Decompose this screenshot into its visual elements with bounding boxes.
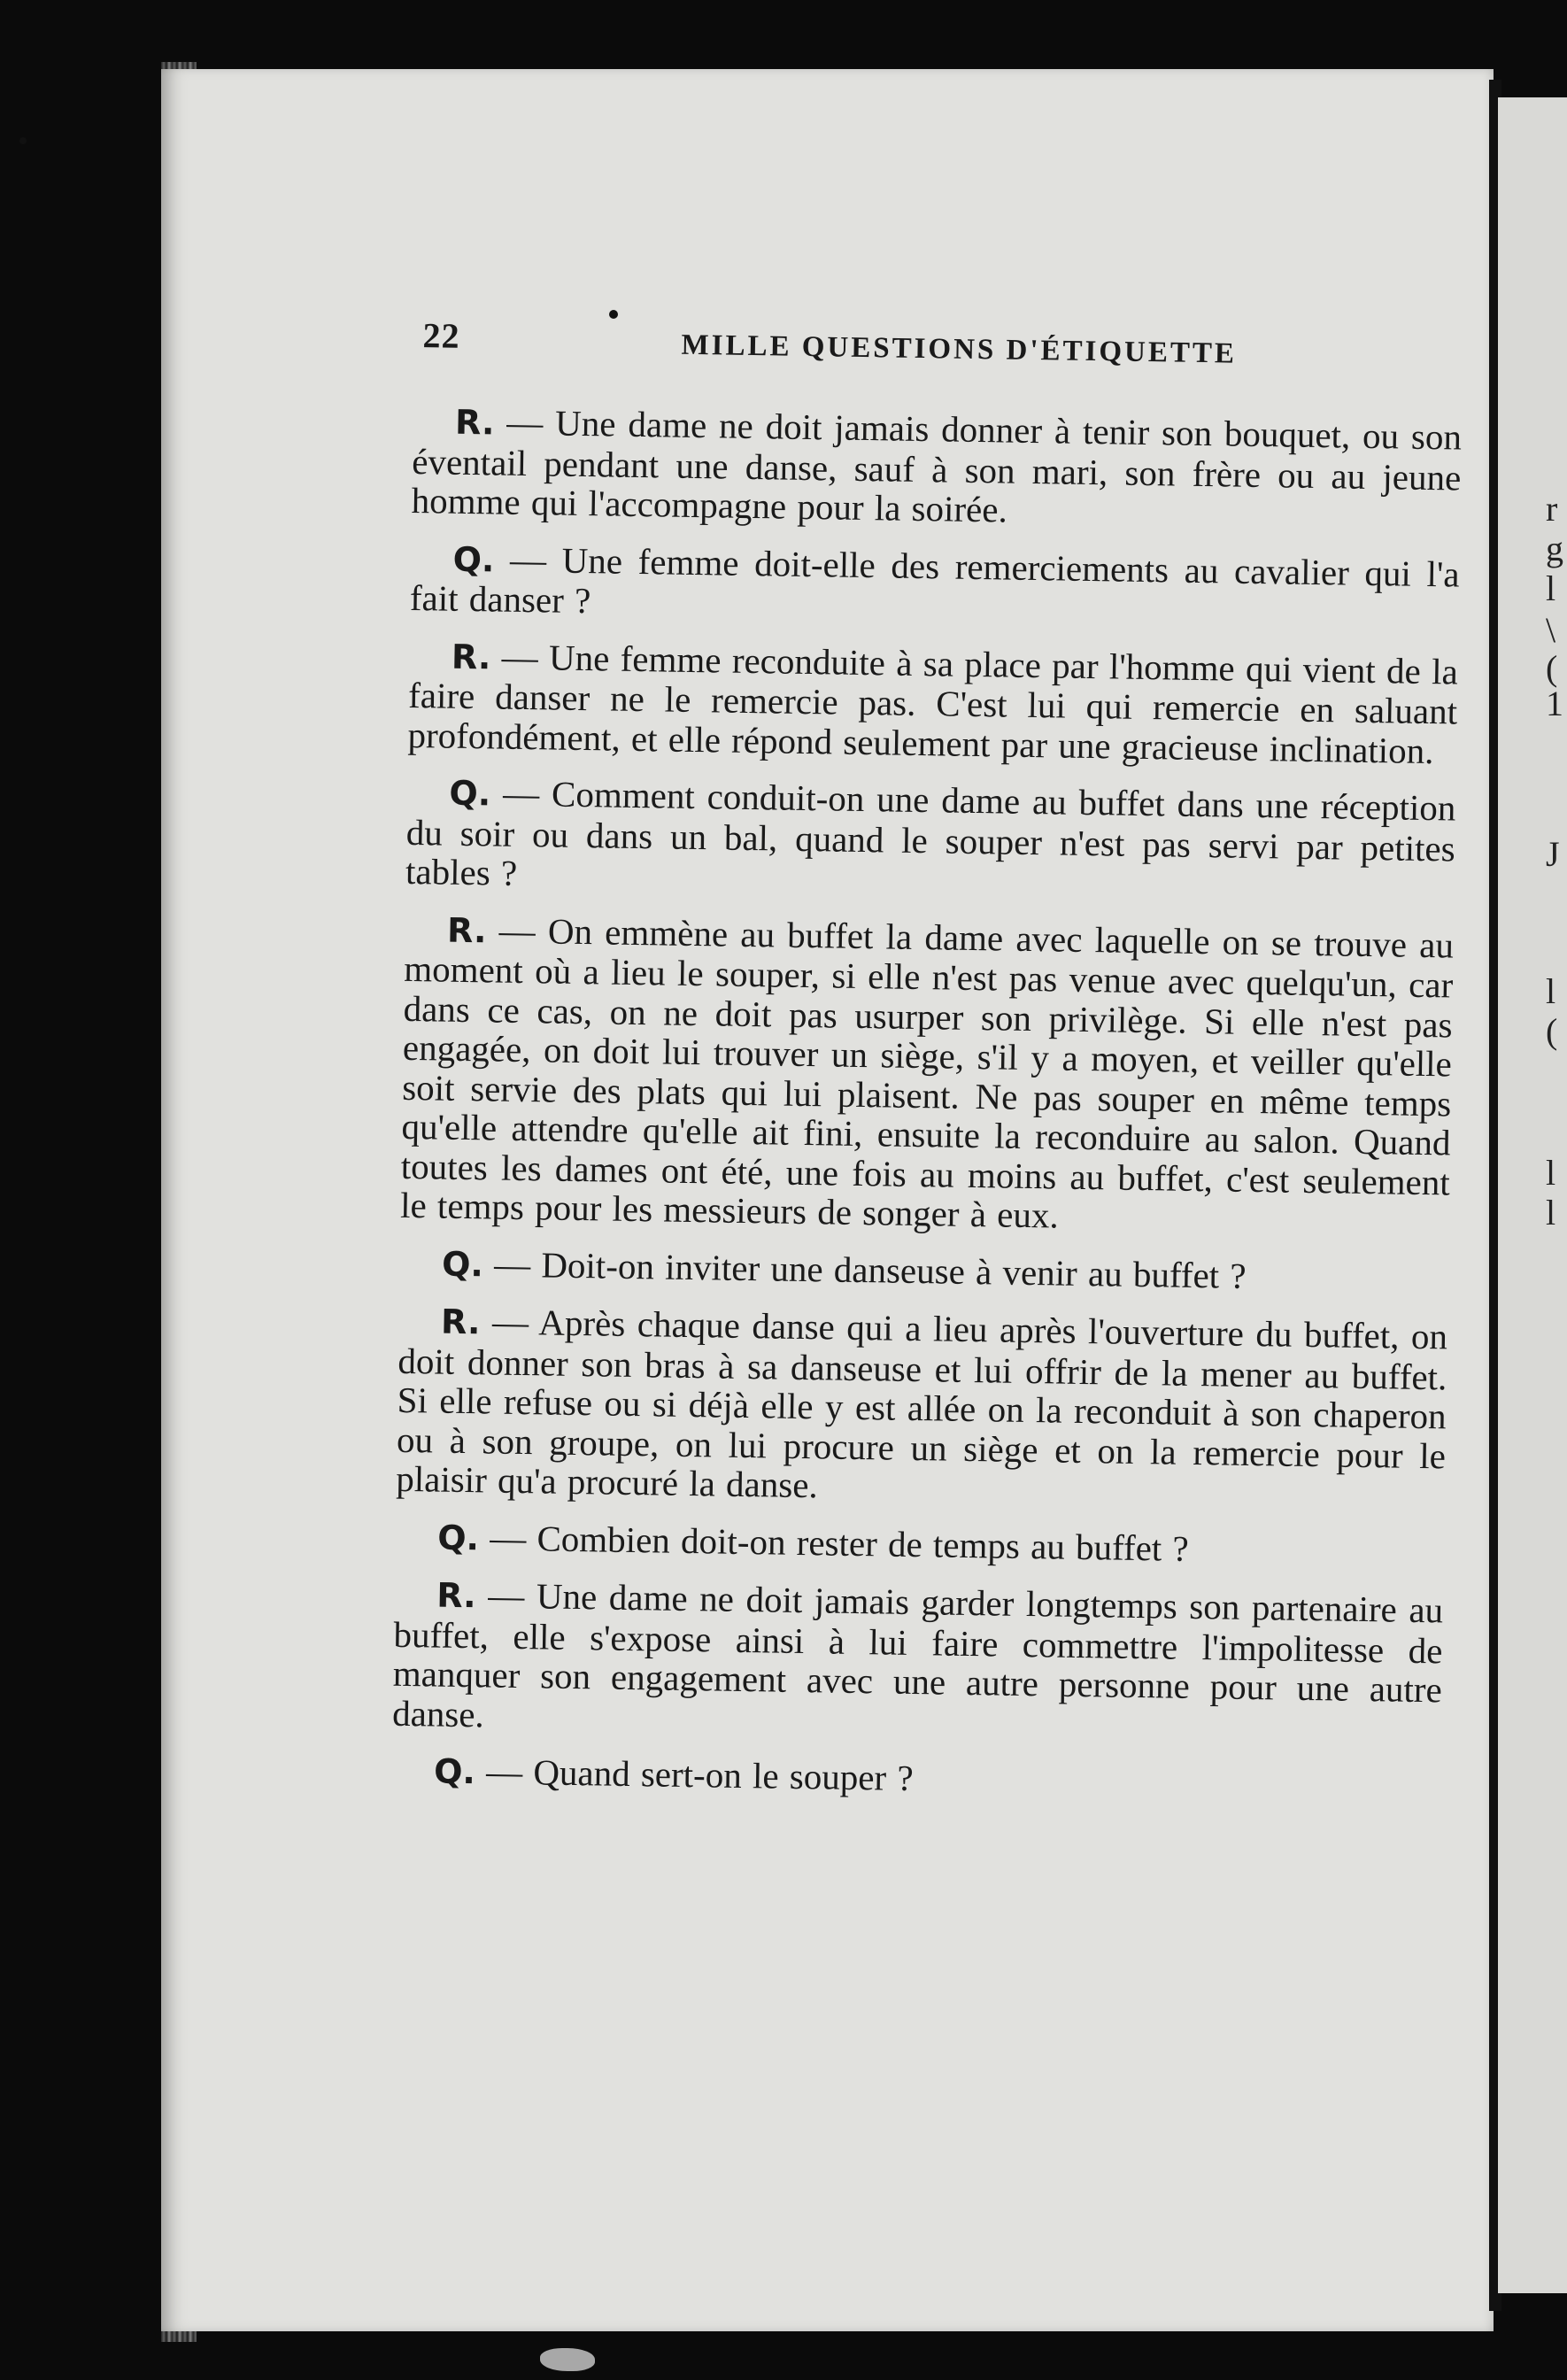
- page-number: 22: [422, 315, 460, 356]
- facing-page-letter: \: [1546, 610, 1556, 650]
- facing-page-letter: 1: [1546, 684, 1563, 723]
- paragraph-text: — Une femme doit-elle des remerciements au cavalier qui l'a fait danser ?: [409, 537, 1460, 622]
- scan-speck: [19, 137, 27, 144]
- facing-page-letter: J: [1546, 834, 1560, 874]
- paragraph-text: — Une dame ne doit jamais donner à tenir son bouquet, ou son éventail pendant une danse, sauf à son mari, son frère ou au jeune homme qui l'accompagne pour la soirée.: [411, 401, 1463, 530]
- page-text-column: [390, 314, 1463, 1825]
- facing-page-letter: g: [1546, 529, 1563, 568]
- paragraph-text: — Doit-on inviter une danseuse à venir au buffet ?: [482, 1242, 1247, 1296]
- question-marker: Q.: [449, 773, 491, 814]
- answer-paragraph: [411, 401, 1462, 537]
- question-marker: Q.: [441, 1244, 484, 1284]
- facing-page-letter: (: [1546, 648, 1558, 688]
- facing-page-letter: l: [1546, 1193, 1556, 1232]
- facing-page-letter: (: [1546, 1011, 1558, 1051]
- facing-page-letter: l: [1546, 568, 1556, 608]
- answer-marker: R.: [446, 910, 487, 950]
- answer-paragraph: [392, 1574, 1444, 1750]
- question-paragraph: [405, 772, 1456, 908]
- answer-paragraph: [407, 635, 1458, 770]
- facing-page-letter: r: [1546, 489, 1558, 529]
- facing-page-letter: l: [1546, 971, 1556, 1011]
- paragraph-text: — On emmène au buffet la dame avec laquelle on se trouve au moment où a lieu le souper, si elle n'est pas venue avec quelqu'un, car dans ce cas, on ne doit pas usurper son privilège. Si elle n'est pas engagée, on doit lui trouver un siège, s'il y a moyen, et veiller qu'elle soit servie des plats qui lui plaisent. Ne pas souper en même temps qu'elle attendre qu'elle ait fini, ensuite la reconduire au salon. Quand toutes les dames ont été, une fois au moins au buffet, c'est seulement le temps pour les messieurs de songer à eux.: [399, 908, 1455, 1236]
- question-marker: Q.: [452, 539, 495, 579]
- facing-page-edge: [1498, 97, 1567, 2293]
- answer-paragraph: [400, 908, 1454, 1241]
- question-marker: Q.: [433, 1751, 476, 1792]
- paragraph-text: — Une dame ne doit jamais garder longtemps son partenaire au buffet, elle s'expose ainsi à lui faire commettre l'impolitesse de manquer son engagement avec une autre personne pour une autre danse.: [391, 1574, 1444, 1735]
- answer-marker: R.: [454, 402, 495, 443]
- answer-marker: R.: [440, 1302, 481, 1342]
- scan-artifact-mark: [540, 2348, 595, 2371]
- question-paragraph: [399, 1242, 1449, 1299]
- answer-paragraph: [396, 1301, 1447, 1515]
- answer-marker: R.: [436, 1575, 477, 1616]
- question-marker: Q.: [436, 1518, 480, 1557]
- paragraph-text: — Après chaque danse qui a lieu après l'ouverture du buffet, on doit donner son bras à sa danseuse et lui offrir de la mener au buffet. Si elle refuse ou si déjà elle y est allée on la reconduit à son chaperon ou à son groupe, on lui procure un siège et on la remercie pour le plaisir qu'a procuré la danse.: [395, 1301, 1448, 1506]
- running-head: MILLE QUESTIONS D'ÉTIQUETTE: [681, 328, 1238, 370]
- paragraph-text: — Combien doit-on rester de temps au buffet ?: [478, 1516, 1190, 1569]
- paragraph-text: — Comment conduit-on une dame au buffet dans une réception du soir ou dans un bal, quand le souper n'est pas servi par petites tables ?: [405, 772, 1456, 893]
- question-paragraph: [410, 537, 1460, 634]
- answer-marker: R.: [451, 637, 491, 676]
- paragraph-text: — Quand sert-on le souper ?: [475, 1750, 914, 1799]
- question-paragraph: [391, 1750, 1441, 1807]
- facing-page-letter: l: [1546, 1153, 1556, 1193]
- paragraph-text: — Une femme reconduite à sa place par l'homme qui vient de la faire danser ne le remercie pas. C'est lui qui remercie en saluant profondément, et elle répond seulement par une gracieuse inclination.: [407, 635, 1459, 771]
- question-paragraph: [395, 1516, 1445, 1572]
